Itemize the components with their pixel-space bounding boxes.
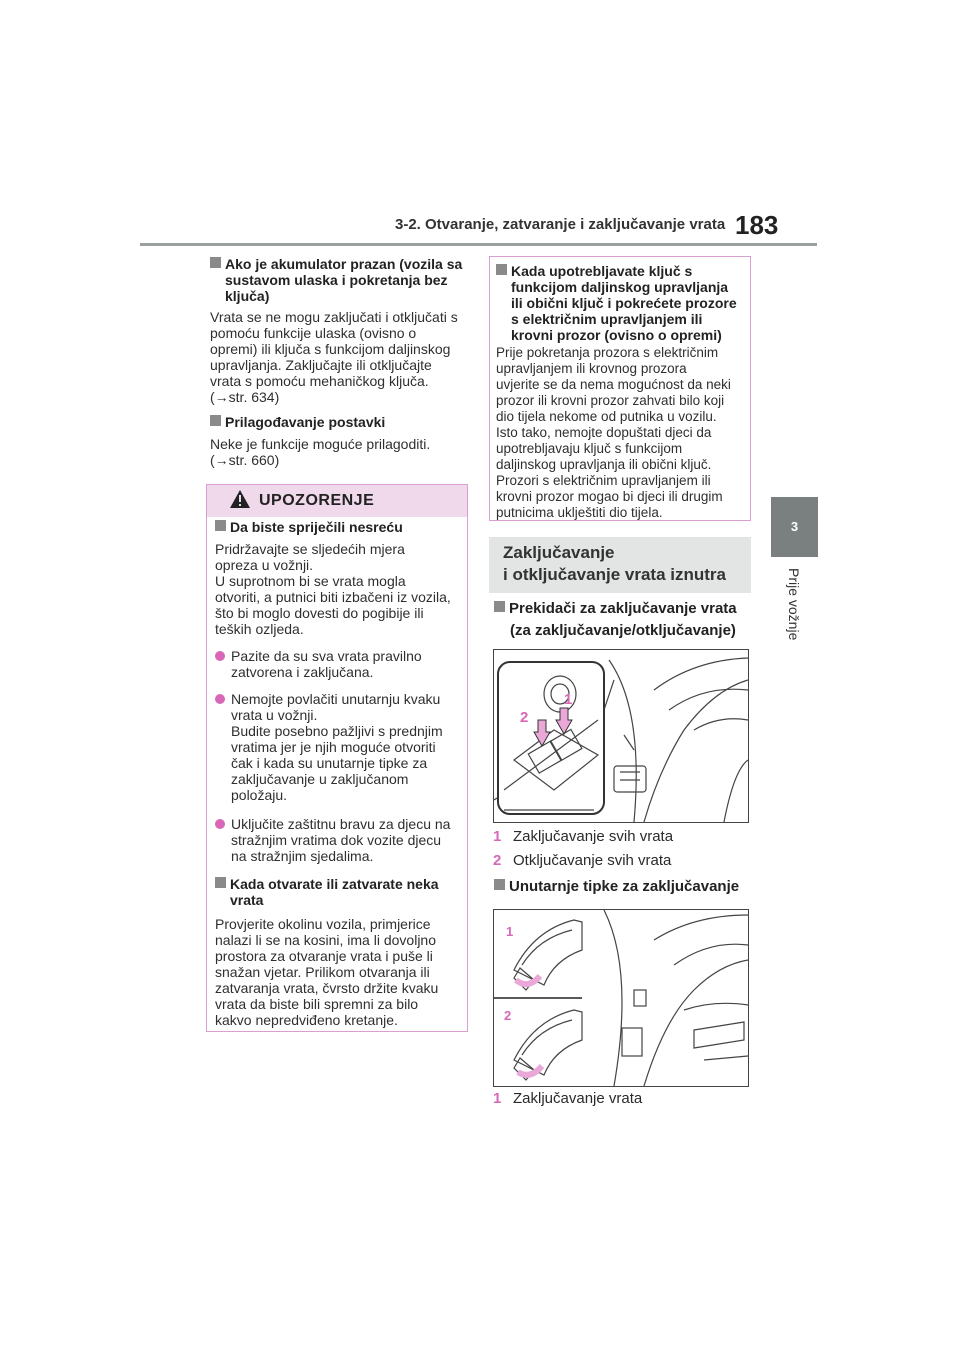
warning-para-2: Provjerite okolinu vozila, primjerice nalazi li se na kosini, ima li dovoljno prostora za otvaranje vrata i puše li snažan vjetar. Prilikom otvaranja ili zatvaranja vrata, čvrsto držite kvaku vrata da biste bili spremni za bilo kakvo nepredviđeno kretanje. (215, 916, 439, 1028)
square-bullet-icon (496, 264, 507, 275)
customization-body: Neke je funkcije moguće prilagoditi. (→str. 660) (210, 436, 431, 468)
square-bullet-icon (494, 879, 505, 890)
round-bullet-icon (215, 651, 225, 661)
section-title-bar (489, 537, 751, 593)
warning-heading-accident: Da biste spriječili nesreću (215, 519, 461, 535)
warning-box (206, 484, 468, 1032)
customization-heading: Prilagođavanje postavki (210, 414, 472, 430)
caption-unlock-all: 2 Otključavanje svih vrata (493, 852, 672, 869)
chapter-label: Prije vožnje (786, 568, 802, 641)
warning-header (207, 485, 467, 517)
square-bullet-icon (210, 257, 221, 268)
round-bullet-icon (215, 694, 225, 704)
inside-lock-button-figure (493, 909, 749, 1087)
note-box (489, 256, 751, 521)
chapter-tab: 3 (771, 497, 818, 557)
note-body: Prije pokretanja prozora s električnim upravljanjem ili krovnog prozora uvjerite se da nema mogućnost da neki prozor ili krovni prozor zahvati bilo koji dio tijela nekome od putnika u vozilu. Isto tako, nemojte dopuštati djeci da upotrebljavaju ključ s funkcijom daljinskog upravljanja ili obični ključ. Prozori s električnim upravljanjem ili krovni prozor mogao bi djeci ili drugim putnicima uklještiti dio tijela. (496, 345, 731, 520)
warning-triangle-icon (229, 489, 251, 509)
caption-lock-door: 1 Zaključavanje vrata (493, 1090, 643, 1107)
door-lock-switch-figure (493, 649, 749, 823)
figure-label-2: 2 (504, 1008, 512, 1023)
caption-lock-all: 1 Zaključavanje svih vrata (493, 828, 674, 845)
square-bullet-icon (494, 601, 505, 612)
figure-label-2: 2 (520, 709, 529, 726)
header-rule (140, 243, 817, 246)
battery-dead-body: Vrata se ne mogu zaključati i otključati s pomoću funkcije ulaska (ovisno o opremi) ili ključa s funkcijom daljinskog upravljanja. Zaključajte ili otključajte vrata s pomoću mehaničkog ključa. (→str. 634) (210, 309, 458, 405)
warning-bullet-3: Uključite zaštitnu bravu za djecu na stražnjim vratima dok vozite djecu na stražnjim sjedalima. (215, 816, 461, 864)
square-bullet-icon (215, 877, 226, 888)
warning-heading-doors: Kada otvarate ili zatvarate neka vrata (215, 876, 461, 908)
door-lock-switches-heading: Prekidači za zaključavanje vrata (za zaključavanje/otključavanje) (494, 598, 756, 642)
warning-bullet-1: Pazite da su sva vrata pravilno zatvorena i zaključana. (215, 648, 461, 680)
round-bullet-icon (215, 819, 225, 829)
warning-bullet-2: Nemojte povlačiti unutarnju kvaku vrata u vožnji. Budite posebno pažljivi s prednjim vratima jer je njih moguće otvoriti čak i kada su unutarnje tipke za zaključavanje u zaključanom položaju. (215, 691, 461, 803)
figure-label-1: 1 (506, 924, 514, 939)
warning-para-1: Pridržavajte se sljedećih mjera opreza u vožnji. U suprotnom bi se vrata mogla otvoriti, a putnici biti izbačeni iz vozila, što bi moglo dovesti do pogibije ili teških ozljeda. (215, 541, 451, 637)
inside-lock-buttons-heading: Unutarnje tipke za zaključavanje (494, 876, 756, 898)
note-heading: Kada upotrebljavate ključ s funkcijom daljinskog upravljanja ili obični ključ i pokrećete prozore s električnim upravljanjem ili krovni prozor (ovisno o opremi) (496, 263, 746, 343)
figure-label-1: 1 (564, 691, 573, 708)
section-header-title: 3-2. Otvaranje, zatvaranje i zaključavanje vrata (395, 216, 726, 233)
section-title: Zaključavanje i otključavanje vrata iznutra (503, 543, 726, 584)
page-number: 183 (735, 210, 779, 240)
square-bullet-icon (210, 415, 221, 426)
inside-lock-button-illustration (494, 910, 748, 1086)
square-bullet-icon (215, 520, 226, 531)
warning-title: UPOZORENJE (259, 492, 375, 509)
door-lock-switch-illustration (494, 650, 748, 822)
battery-dead-heading: Ako je akumulator prazan (vozila sa sustavom ulaska i pokretanja bez ključa) (210, 256, 472, 304)
